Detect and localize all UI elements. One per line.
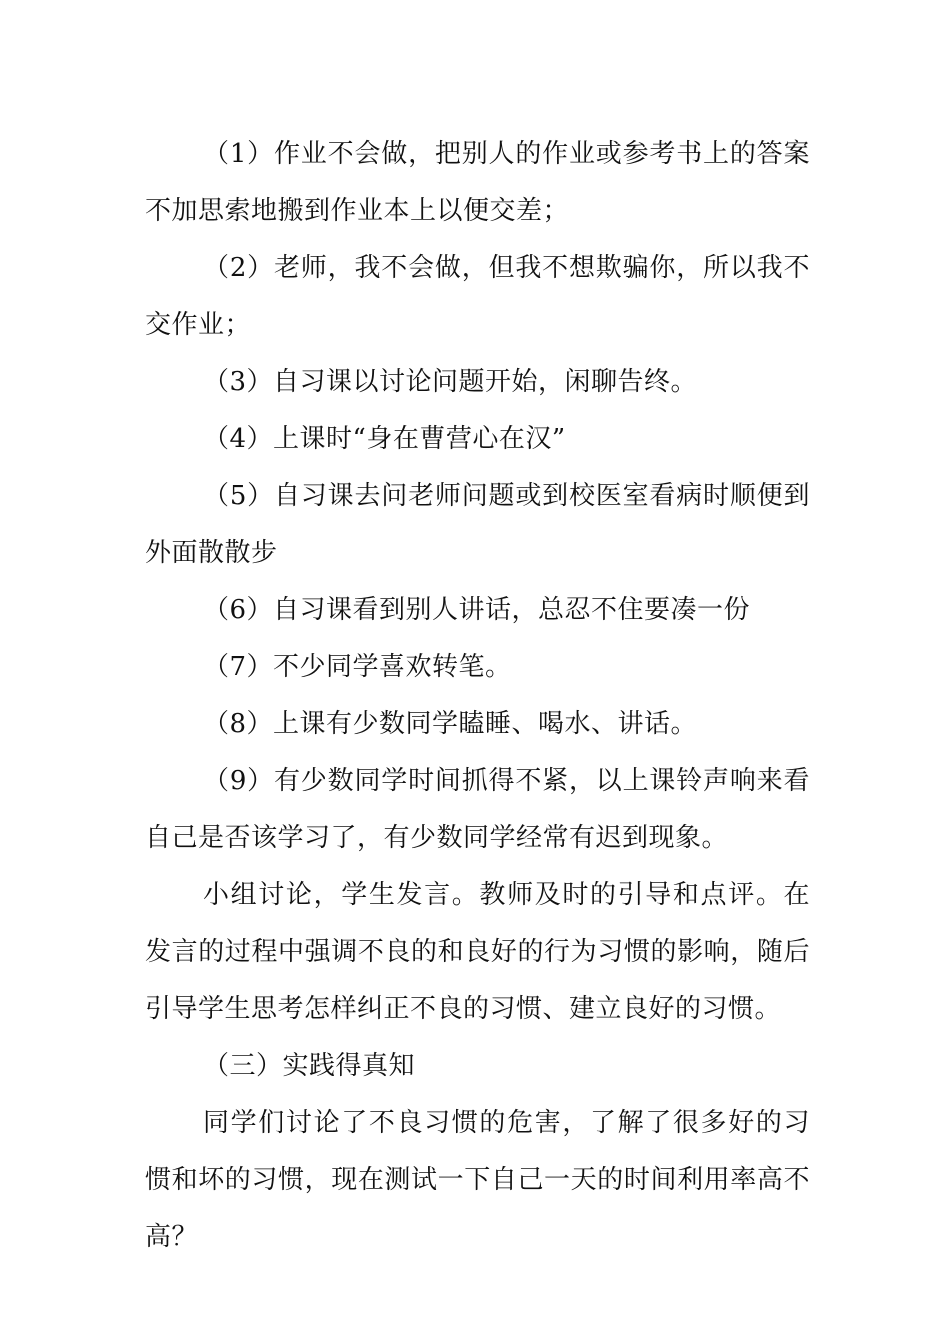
paragraph-item-1: （1）作业不会做，把别人的作业或参考书上的答案不加思索地搬到作业本上以便交差； xyxy=(145,139,810,226)
paragraph-item-9: （9）有少数同学时间抓得不紧，以上课铃声响来看自己是否该学习了，有少数同学经常有迟到现象。 xyxy=(145,766,810,853)
paragraph-item-2: （2）老师，我不会做，但我不想欺骗你，所以我不交作业； xyxy=(145,253,810,340)
paragraph-item-4: （4）上课时“身在曹营心在汉” xyxy=(203,424,566,454)
paragraph-item-7: （7）不少同学喜欢转笔。 xyxy=(203,652,512,682)
paragraph-item-3: （3）自习课以讨论问题开始，闲聊告终。 xyxy=(203,367,698,397)
paragraph-item-8: （8）上课有少数同学瞌睡、喝水、讲话。 xyxy=(203,709,698,739)
document-body xyxy=(145,126,810,1266)
paragraph-item-5: （5）自习课去问老师问题或到校医室看病时顺便到外面散散步 xyxy=(145,481,810,568)
paragraph-item-6: （6）自习课看到别人讲话，总忍不住要凑一份 xyxy=(203,595,751,625)
paragraph-practice: 同学们讨论了不良习惯的危害，了解了很多好的习惯和坏的习惯，现在测试一下自己一天的时间利用率高不高？ xyxy=(145,1108,810,1252)
paragraph-discussion: 小组讨论，学生发言。教师及时的引导和点评。在发言的过程中强调不良的和良好的行为习惯的影响，随后引导学生思考怎样纠正不良的习惯、建立良好的习惯。 xyxy=(145,880,810,1024)
section-heading: （三）实践得真知 xyxy=(203,1051,416,1081)
